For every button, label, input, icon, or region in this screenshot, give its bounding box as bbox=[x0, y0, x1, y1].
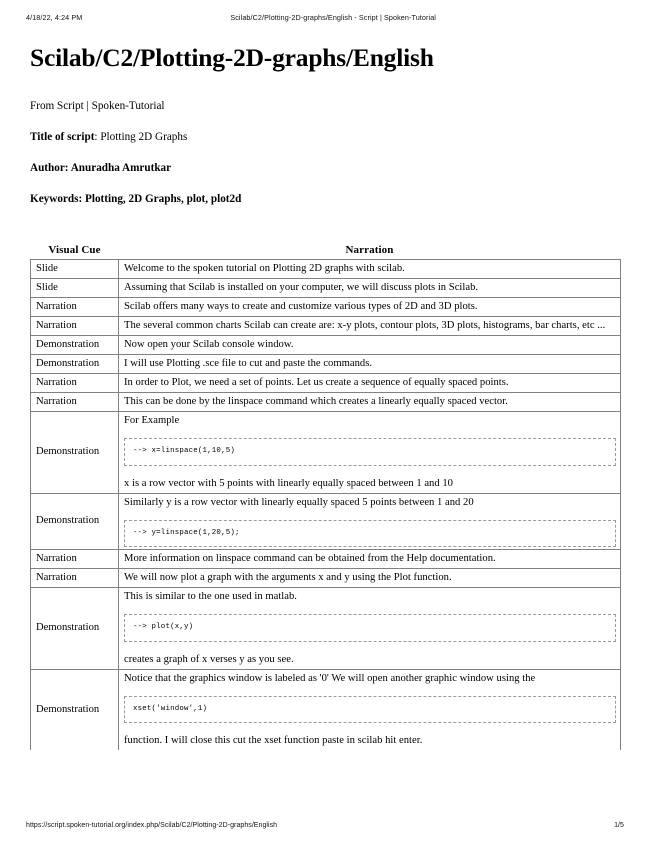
title-of-script-label: Title of script bbox=[30, 130, 95, 143]
table-row bbox=[31, 355, 621, 374]
code-block: --> plot(x,y) bbox=[124, 614, 616, 642]
source-line: From Script | Spoken-Tutorial bbox=[30, 99, 165, 112]
cell-visual-cue: Narration bbox=[31, 393, 119, 412]
print-footer bbox=[26, 817, 624, 829]
table-row bbox=[31, 298, 621, 317]
footer-url: https://script.spoken-tutorial.org/index.php/Scilab/C2/Plotting-2D-graphs/English bbox=[26, 822, 278, 829]
cell-narration: Welcome to the spoken tutorial on Plotting 2D graphs with scilab. bbox=[119, 260, 621, 279]
cell-narration: Assuming that Scilab is installed on your computer, we will discuss plots in Scilab. bbox=[119, 279, 621, 298]
print-timestamp: 4/18/22, 4:24 PM bbox=[26, 13, 83, 22]
cell-narration: I will use Plotting .sce file to cut and paste the commands. bbox=[119, 355, 621, 374]
table-row bbox=[31, 279, 621, 298]
table-row bbox=[31, 412, 621, 494]
keywords-line: Keywords: Plotting, 2D Graphs, plot, plot2d bbox=[30, 193, 242, 206]
table-row bbox=[31, 669, 621, 750]
table-row bbox=[31, 550, 621, 569]
cell-visual-cue: Narration bbox=[31, 298, 119, 317]
narration-text-after: creates a graph of x verses y as you see. bbox=[124, 653, 294, 665]
narration-text-after: x is a row vector with 5 points with linearly equally spaced between 1 and 10 bbox=[124, 477, 453, 489]
cell-narration: Scilab offers many ways to create and customize various types of 2D and 3D plots. bbox=[119, 298, 621, 317]
table-row bbox=[31, 569, 621, 588]
cell-narration bbox=[119, 588, 621, 670]
code-block: xset('window',1) bbox=[124, 696, 616, 724]
cell-visual-cue: Demonstration bbox=[31, 336, 119, 355]
code-block: --> y=linspace(1,20,5); bbox=[124, 520, 616, 548]
cell-narration: This can be done by the linspace command which creates a linearly equally spaced vector. bbox=[119, 393, 621, 412]
print-document-title: Scilab/C2/Plotting-2D-graphs/English - Script | Spoken-Tutorial bbox=[230, 13, 436, 22]
document-content bbox=[30, 42, 622, 750]
code-block: --> x=linspace(1,10,5) bbox=[124, 438, 616, 466]
title-of-script-line bbox=[30, 130, 622, 145]
cell-narration: In order to Plot, we need a set of points. Let us create a sequence of equally spaced points. bbox=[119, 374, 621, 393]
narration-text-before: Similarly y is a row vector with linearly equally spaced 5 points between 1 and 20 bbox=[124, 496, 474, 508]
cell-visual-cue: Narration bbox=[31, 550, 119, 569]
table-row bbox=[31, 493, 621, 550]
table-header-row bbox=[31, 244, 621, 260]
cell-visual-cue: Demonstration bbox=[31, 669, 119, 750]
footer-page-number: 1/5 bbox=[614, 822, 624, 829]
column-header-narration: Narration bbox=[345, 244, 394, 257]
table-row bbox=[31, 374, 621, 393]
cell-visual-cue: Demonstration bbox=[31, 412, 119, 494]
narration-text-before: Notice that the graphics window is labeled as '0' We will open another graphic window using the bbox=[124, 672, 536, 684]
page-title: Scilab/C2/Plotting-2D-graphs/English bbox=[30, 43, 434, 72]
table-row bbox=[31, 260, 621, 279]
cell-narration: We will now plot a graph with the arguments x and y using the Plot function. bbox=[119, 569, 621, 588]
table-row bbox=[31, 336, 621, 355]
cell-visual-cue: Narration bbox=[31, 374, 119, 393]
cell-visual-cue: Slide bbox=[31, 260, 119, 279]
cell-visual-cue: Slide bbox=[31, 279, 119, 298]
cell-visual-cue: Narration bbox=[31, 317, 119, 336]
script-table bbox=[30, 244, 621, 750]
narration-text-before: For Example bbox=[124, 415, 180, 427]
cell-visual-cue: Demonstration bbox=[31, 355, 119, 374]
print-header bbox=[26, 13, 624, 25]
cell-visual-cue: Narration bbox=[31, 569, 119, 588]
cell-narration: More information on linspace command can be obtained from the Help documentation. bbox=[119, 550, 621, 569]
narration-text-before: This is similar to the one used in matlab. bbox=[124, 591, 297, 603]
author-line: Author: Anuradha Amrutkar bbox=[30, 162, 172, 175]
title-of-script-value: : Plotting 2D Graphs bbox=[94, 130, 188, 143]
cell-narration bbox=[119, 493, 621, 550]
table-body bbox=[31, 260, 621, 750]
cell-narration bbox=[119, 669, 621, 750]
narration-text-after: function. I will close this cut the xset function paste in scilab hit enter. bbox=[124, 735, 423, 747]
cell-narration bbox=[119, 412, 621, 494]
cell-narration: The several common charts Scilab can create are: x-y plots, contour plots, 3D plots, histograms, bar charts, etc ... bbox=[119, 317, 621, 336]
table-row bbox=[31, 317, 621, 336]
column-header-visual-cue: Visual Cue bbox=[48, 244, 101, 257]
table-row bbox=[31, 393, 621, 412]
table-row bbox=[31, 588, 621, 670]
cell-visual-cue: Demonstration bbox=[31, 588, 119, 670]
cell-narration: Now open your Scilab console window. bbox=[119, 336, 621, 355]
cell-visual-cue: Demonstration bbox=[31, 493, 119, 550]
